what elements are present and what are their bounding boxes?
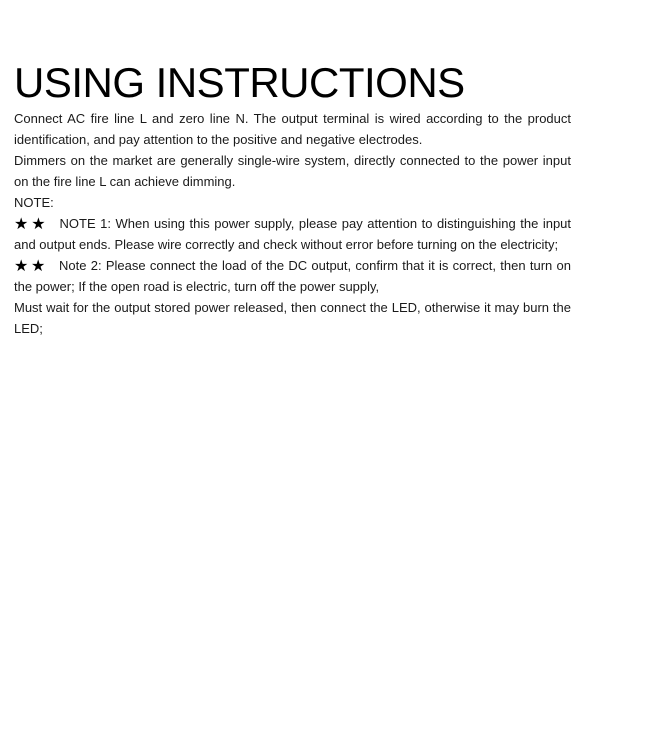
star-icons: ★★ — [14, 214, 49, 233]
paragraph-warning: Must wait for the output stored power released, then connect the LED, otherwise it may burn the LED; — [14, 300, 571, 336]
page-title: USING INSTRUCTIONS — [14, 59, 465, 106]
note1-text: NOTE 1: When using this power supply, please pay attention to distinguishing the input and output ends. Please wire correctly and check without error before turning on the electricity; — [14, 216, 572, 252]
paragraph-wiring: Connect AC fire line L and zero line N. The output terminal is wired according to the product identification, and pay attention to the positive and negative electrodes. — [14, 111, 571, 147]
note2-text: Note 2: Please connect the load of the DC output, confirm that it is correct, then turn on the power; If the open road is electric, turn off the power supply, — [14, 258, 572, 294]
paragraph-note1 — [14, 213, 571, 255]
star-icons: ★★ — [14, 256, 49, 275]
note-heading: NOTE: — [14, 195, 54, 210]
paragraph-note2 — [14, 255, 571, 297]
paragraph-dimmers: Dimmers on the market are generally single-wire system, directly connected to the power input on the fire line L can achieve dimming. — [14, 153, 571, 189]
